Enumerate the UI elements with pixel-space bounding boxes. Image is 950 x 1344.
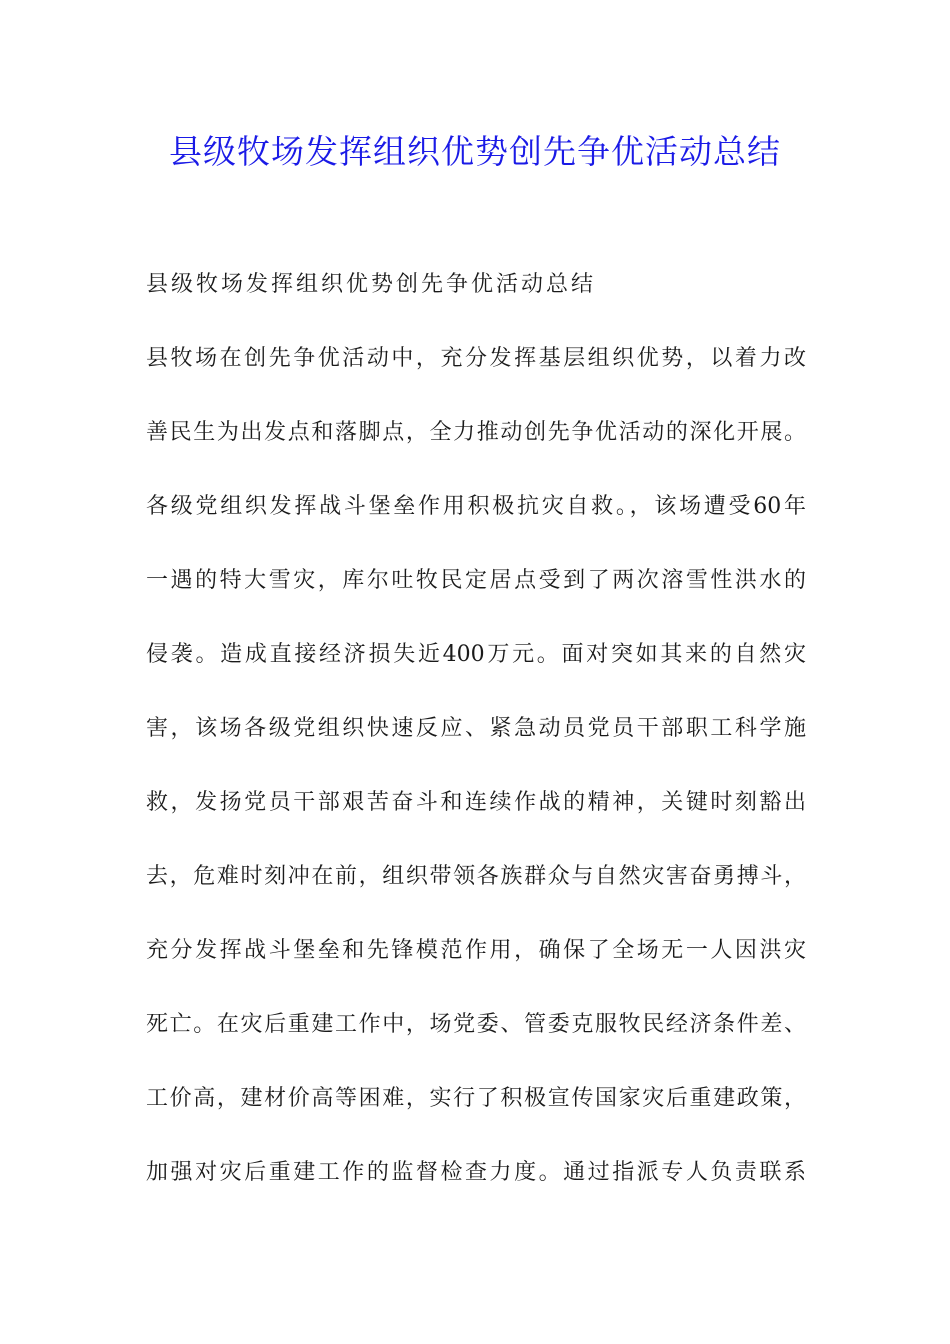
body-line: 去，危难时刻冲在前，组织带领各族群众与自然灾害奋勇搏斗， xyxy=(146,864,806,889)
document-title: 县级牧场发挥组织优势创先争优活动总结 xyxy=(169,132,781,171)
body-line: 各级党组织发挥战斗堡垒作用积极抗灾自救。，该场遭受60年 xyxy=(146,494,806,519)
body-line: 县牧场在创先争优活动中，充分发挥基层组织优势，以着力改 xyxy=(146,346,806,371)
document-body xyxy=(146,263,816,1225)
body-line: 救，发扬党员干部艰苦奋斗和连续作战的精神，关键时刻豁出 xyxy=(146,790,806,815)
body-line: 一遇的特大雪灾，库尔吐牧民定居点受到了两次溶雪性洪水的 xyxy=(146,568,806,593)
body-subtitle-line: 县级牧场发挥组织优势创先争优活动总结 xyxy=(146,272,597,297)
body-line: 死亡。在灾后重建工作中，场党委、管委克服牧民经济条件差、 xyxy=(146,1012,806,1037)
body-line: 侵袭。造成直接经济损失近400万元。面对突如其来的自然灾 xyxy=(146,642,806,667)
body-line: 加强对灾后重建工作的监督检查力度。通过指派专人负责联系 xyxy=(146,1160,806,1185)
body-line: 工价高，建材价高等困难，实行了积极宣传国家灾后重建政策， xyxy=(146,1086,806,1111)
body-line: 善民生为出发点和落脚点，全力推动创先争优活动的深化开展。 xyxy=(146,420,806,445)
body-line: 充分发挥战斗堡垒和先锋模范作用，确保了全场无一人因洪灾 xyxy=(146,938,806,963)
body-line: 害，该场各级党组织快速反应、紧急动员党员干部职工科学施 xyxy=(146,716,806,741)
